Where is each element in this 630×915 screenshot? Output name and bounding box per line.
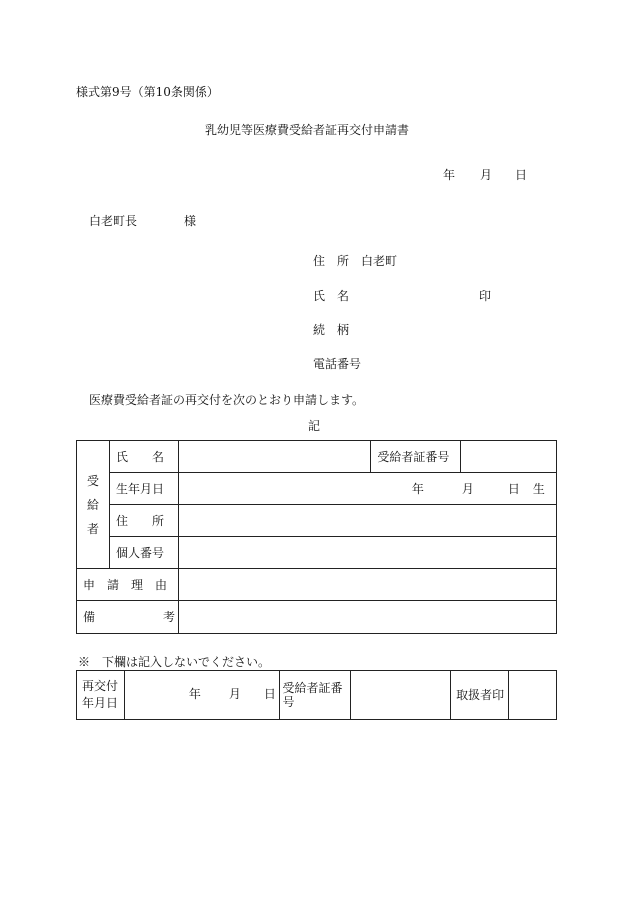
office-use-table	[76, 670, 557, 720]
recipient-address-field[interactable]	[178, 505, 556, 537]
recipient-name-field[interactable]	[178, 441, 371, 473]
addressee-name: 白老町長	[89, 214, 138, 228]
birthdate-label: 生年月日	[109, 473, 178, 505]
date-day-label: 日	[515, 168, 528, 182]
applicant-relation-label: 続 柄	[313, 323, 350, 337]
birth-year-unit: 年	[411, 482, 424, 496]
date-month-label: 月	[480, 168, 493, 182]
cert-number-field[interactable]	[461, 441, 557, 473]
recipient-name-label: 氏 名	[109, 441, 178, 473]
cert-number-label: 受給者証番号	[371, 441, 461, 473]
remarks-field[interactable]	[178, 601, 556, 634]
reissue-label-line1: 再交付	[82, 679, 119, 693]
reissue-label-line2: 年月日	[82, 696, 119, 710]
reissue-year-unit: 年	[188, 687, 201, 701]
remarks-label-cell	[77, 601, 179, 634]
handler-seal-field[interactable]	[509, 671, 557, 720]
remarks-char-1: 備	[83, 610, 96, 624]
addressee-honorific: 様	[184, 214, 197, 228]
recipient-header-cell	[77, 441, 110, 569]
handler-seal-label: 取扱者印	[451, 671, 509, 720]
recipient-char-1: 受	[86, 473, 99, 488]
applicant-name-label: 氏 名	[313, 289, 350, 303]
reissue-day-unit: 日	[263, 687, 276, 701]
reissue-date-field[interactable]	[124, 671, 279, 720]
seal-mark: 印	[479, 289, 492, 303]
birth-day-unit: 日	[507, 482, 520, 496]
date-year-label: 年	[443, 168, 456, 182]
recipient-char-2: 給	[86, 497, 99, 512]
ki-heading: 記	[308, 419, 321, 433]
applicant-address-label: 住 所	[313, 254, 350, 268]
birth-month-unit: 月	[461, 482, 474, 496]
personal-number-label: 個人番号	[109, 537, 178, 569]
birth-suffix: 生	[532, 482, 545, 496]
recipient-address-label: 住 所	[109, 505, 178, 537]
birthdate-field[interactable]	[178, 473, 556, 505]
applicant-phone-label: 電話番号	[313, 357, 362, 371]
reason-field[interactable]	[178, 569, 556, 601]
reason-label: 申 請 理 由	[77, 569, 179, 601]
reissue-date-label	[77, 671, 125, 720]
applicant-address-value: 白老町	[361, 254, 398, 268]
remarks-char-2: 考	[163, 610, 176, 624]
office-cert-number-label: 受給者証番号	[279, 671, 351, 720]
request-statement: 医療費受給者証の再交付を次のとおり申請します。	[89, 393, 365, 407]
page-title: 乳幼児等医療費受給者証再交付申請書	[205, 123, 410, 137]
form-number: 様式第9号（第10条関係）	[76, 85, 219, 99]
recipient-table	[76, 440, 557, 634]
office-use-note: ※ 下欄は記入しないでください。	[78, 655, 271, 669]
reissue-month-unit: 月	[228, 687, 241, 701]
personal-number-field[interactable]	[178, 537, 556, 569]
office-cert-number-field[interactable]	[351, 671, 451, 720]
recipient-char-3: 者	[86, 521, 99, 536]
